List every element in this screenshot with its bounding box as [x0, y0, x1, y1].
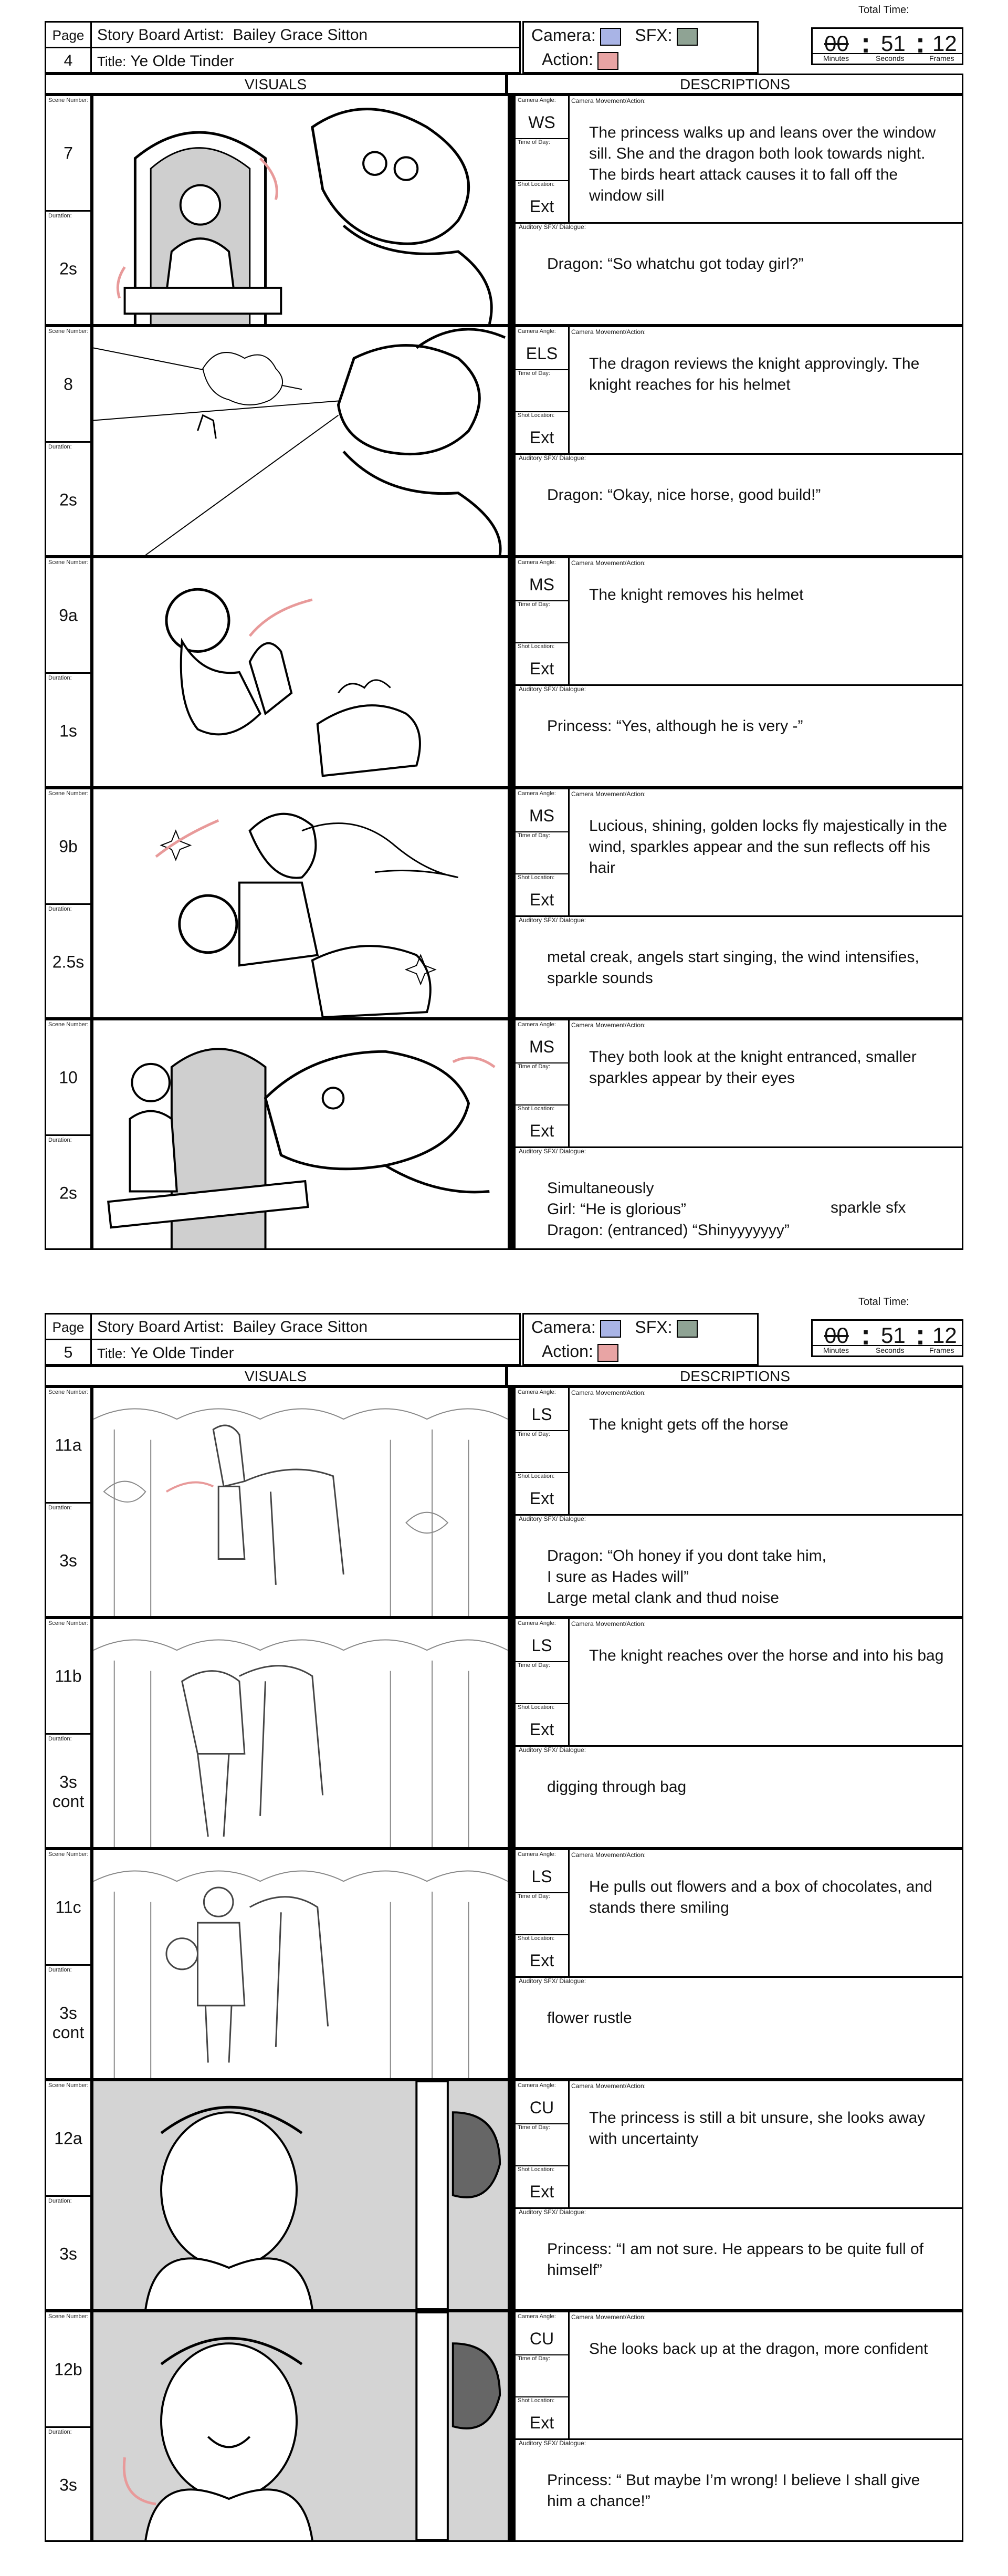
storyboard-title: Ye Olde Tinder: [130, 1344, 234, 1362]
panel-meta: Scene Number: 11c Duration: 3s cont: [45, 1849, 92, 2080]
shot-location: Ext: [529, 1951, 554, 1970]
dialogue-text: Dragon: “Okay, nice horse, good build!”: [547, 486, 821, 504]
artist-name: Bailey Grace Sitton: [233, 26, 368, 44]
panel-description: Camera Angle: LS Time of Day: Shot Location: Ext Camera Movement/Action: The knight reaches over the horse and into his bag Auditory SFX/ Dialogue: digging through bag: [509, 1618, 963, 1849]
storyboard-panel: [45, 1618, 963, 1849]
panel-sketch: [92, 95, 509, 326]
visuals-header: VISUALS: [45, 74, 507, 95]
scene-number: 11a: [55, 1435, 82, 1454]
sketch-drawing: [93, 558, 508, 786]
camera-angle: ELS: [526, 344, 558, 363]
camera-angle: CU: [529, 2098, 554, 2117]
panel-sketch: [92, 1849, 509, 2080]
storyboard-panel: [45, 2080, 963, 2311]
scene-number: 8: [64, 374, 73, 393]
camera-swatch: [600, 1320, 621, 1338]
dialogue-text: flower rustle: [547, 2009, 632, 2027]
action-description: The knight gets off the horse: [589, 1416, 789, 1433]
minutes-value: 00: [824, 31, 849, 56]
action-description: The knight removes his helmet: [589, 586, 804, 603]
duration-value: 2s: [59, 259, 77, 278]
camera-angle: MS: [529, 1037, 554, 1056]
duration-value: 2s: [59, 490, 77, 509]
descriptions-header: DESCRIPTIONS: [507, 1365, 963, 1386]
dialogue-text: Princess: “Yes, although he is very -”: [547, 717, 803, 735]
sfx-swatch: [677, 1320, 698, 1338]
shot-location: Ext: [529, 890, 554, 909]
sfx-note: sparkle sfx: [831, 1199, 906, 1216]
panel-meta: Scene Number: 7 Duration: 2s: [45, 95, 92, 326]
storyboard-panel: [45, 2311, 963, 2542]
duration-value: 3s: [59, 2244, 77, 2263]
sfx-swatch: [677, 28, 698, 46]
dialogue-text: Princess: “I am not sure. He appears to be quite full of himself”: [547, 2240, 924, 2279]
shot-location: Ext: [529, 428, 554, 447]
artist-field: Story Board Artist: Bailey Grace Sitton: [90, 21, 521, 48]
total-time-label: Total Time:: [858, 4, 909, 16]
camera-angle: WS: [528, 113, 555, 132]
shot-location: Ext: [529, 659, 554, 678]
action-description: He pulls out flowers and a box of chocolates, and stands there smiling: [589, 1878, 932, 1916]
sketch-drawing: [93, 789, 508, 1017]
sketch-drawing: [93, 1388, 508, 1616]
action-description: They both look at the knight entranced, smaller sparkles appear by their eyes: [589, 1048, 917, 1087]
panel-description: Camera Angle: CU Time of Day: Shot Location: Ext Camera Movement/Action: She looks back up at the dragon, more confident Auditory SFX/ Dialogue: Princess: “ But maybe I’m wrong! I believe I shall give him a chance!”: [509, 2311, 963, 2542]
sketch-drawing: [93, 2081, 508, 2309]
shot-location: Ext: [529, 1720, 554, 1739]
panel-description: Camera Angle: WS Time of Day: Shot Location: Ext Camera Movement/Action: The princess walks up and leans over the window sill. She and the dragon both look towards night. The birds heart attack causes it to fall off the window sill Auditory SFX/ Dialogue: Dragon: “So whatchu got today girl?”: [509, 95, 963, 326]
camera-angle: LS: [531, 1636, 552, 1655]
sketch-drawing: [93, 1619, 508, 1847]
panel-sketch: [92, 326, 509, 557]
shot-location: Ext: [529, 2413, 554, 2432]
storyboard-panel: [45, 1849, 963, 2080]
action-description: The dragon reviews the knight approvingly. The knight reaches for his helmet: [589, 355, 920, 393]
panel-meta: Scene Number: 8 Duration: 2s: [45, 326, 92, 557]
scene-number: 10: [59, 1068, 78, 1087]
panel-description: Camera Angle: LS Time of Day: Shot Location: Ext Camera Movement/Action: The knight gets off the horse Auditory SFX/ Dialogue: Dragon: “Oh honey if you dont take him, I sure as Hades will” Large metal clank and thud noise: [509, 1386, 963, 1618]
scene-number: 9a: [59, 606, 78, 624]
sketch-drawing: [93, 327, 508, 555]
shot-location: Ext: [529, 1489, 554, 1508]
camera-angle: MS: [529, 575, 554, 594]
sketch-drawing: [93, 96, 508, 324]
sketch-drawing: [93, 2312, 508, 2540]
panel-description: Camera Angle: CU Time of Day: Shot Location: Ext Camera Movement/Action: The princess is still a bit unsure, she looks away with uncertainty Auditory SFX/ Dialogue: Princess: “I am not sure. He appears to be quite full of himself”: [509, 2080, 963, 2311]
seconds-value: 51: [881, 31, 906, 56]
storyboard-panel: [45, 1019, 963, 1250]
storyboard-panel: [45, 326, 963, 557]
camera-angle: LS: [531, 1405, 552, 1424]
total-time-display: 00 : 51 : 12 Minutes Seconds Frames: [811, 27, 963, 65]
minutes-value: 00: [824, 1323, 849, 1348]
panel-sketch: [92, 2080, 509, 2311]
duration-value: 1s: [59, 721, 77, 740]
color-legend: Camera: SFX: Action:: [522, 1313, 759, 1365]
camera-angle: MS: [529, 806, 554, 825]
frames-value: 12: [932, 31, 957, 56]
storyboard-panel: [45, 557, 963, 788]
action-description: The knight reaches over the horse and into his bag: [589, 1647, 944, 1664]
panel-description: Camera Angle: ELS Time of Day: Shot Location: Ext Camera Movement/Action: The dragon reviews the knight approvingly. The knight reaches for his helmet Auditory SFX/ Dialogue: Dragon: “Okay, nice horse, good build!”: [509, 326, 963, 557]
duration-value: 3s: [59, 2475, 77, 2494]
artist-name: Bailey Grace Sitton: [233, 1318, 368, 1336]
storyboard-panel: [45, 788, 963, 1019]
shot-location: Ext: [529, 197, 554, 216]
frames-value: 12: [932, 1323, 957, 1348]
shot-location: Ext: [529, 2182, 554, 2201]
sketch-drawing: [93, 1020, 508, 1248]
camera-swatch: [600, 28, 621, 46]
page-header: [45, 4, 963, 74]
scene-number: 12b: [54, 2360, 82, 2379]
page-label: Page: [45, 21, 92, 48]
total-time-label: Total Time:: [858, 1296, 909, 1308]
seconds-value: 51: [881, 1323, 906, 1348]
scene-number: 11c: [55, 1897, 81, 1916]
page-number: 4: [45, 47, 92, 74]
dialogue-text: Simultaneously Girl: “He is glorious” Dragon: (entranced) “Shinyyyyyyy”: [547, 1180, 790, 1239]
camera-angle: LS: [531, 1867, 552, 1886]
storyboard-panel: [45, 1386, 963, 1618]
page-number: 5: [45, 1339, 92, 1365]
dialogue-text: Princess: “ But maybe I’m wrong! I believe I shall give him a chance!”: [547, 2471, 920, 2510]
panel-description: Camera Angle: MS Time of Day: Shot Location: Ext Camera Movement/Action: Lucious, shining, golden locks fly majestically in the wind, sparkles appear and the sun reflects off his hair Auditory SFX/ Dialogue: metal creak, angels start singing, the wind intensifies, sparkle sounds: [509, 788, 963, 1019]
camera-angle: CU: [529, 2329, 554, 2348]
panel-sketch: [92, 2311, 509, 2542]
duration-value: 2.5s: [52, 952, 85, 971]
panel-sketch: [92, 788, 509, 1019]
panel-meta: Scene Number: 11b Duration: 3s cont: [45, 1618, 92, 1849]
panel-sketch: [92, 557, 509, 788]
duration-value: 3s cont: [52, 1772, 85, 1811]
storyboard-title: Ye Olde Tinder: [130, 53, 234, 70]
panel-meta: Scene Number: 9b Duration: 2.5s: [45, 788, 92, 1019]
action-description: Lucious, shining, golden locks fly majestically in the wind, sparkles appear and the sun reflects off his hair: [589, 817, 948, 877]
action-description: The princess is still a bit unsure, she looks away with uncertainty: [589, 2109, 926, 2147]
duration-value: 2s: [59, 1183, 77, 1202]
action-description: She looks back up at the dragon, more confident: [589, 2340, 928, 2358]
total-time-display: 00 : 51 : 12 Minutes Seconds Frames: [811, 1319, 963, 1357]
duration-value: 3s: [59, 1551, 77, 1570]
panel-description: Camera Angle: LS Time of Day: Shot Location: Ext Camera Movement/Action: He pulls out flowers and a box of chocolates, and stands there smiling Auditory SFX/ Dialogue: flower rustle: [509, 1849, 963, 2080]
panel-sketch: [92, 1019, 509, 1250]
panel-sketch: [92, 1618, 509, 1849]
shot-location: Ext: [529, 1121, 554, 1140]
scene-number: 11b: [55, 1666, 82, 1685]
visuals-header: VISUALS: [45, 1365, 507, 1386]
dialogue-text: Dragon: “So whatchu got today girl?”: [547, 255, 804, 273]
color-legend: Camera: SFX: Action:: [522, 21, 759, 74]
panel-meta: Scene Number: 12a Duration: 3s: [45, 2080, 92, 2311]
dialogue-text: metal creak, angels start singing, the wind intensifies, sparkle sounds: [547, 948, 919, 987]
title-field: Title: Ye Olde Tinder: [90, 47, 521, 74]
scene-number: 9b: [59, 837, 78, 856]
title-field: Title: Ye Olde Tinder: [90, 1339, 521, 1365]
descriptions-header: DESCRIPTIONS: [507, 74, 963, 95]
panel-sketch: [92, 1386, 509, 1618]
panel-meta: Scene Number: 11a Duration: 3s: [45, 1386, 92, 1618]
panel-meta: Scene Number: 10 Duration: 2s: [45, 1019, 92, 1250]
panel-description: Camera Angle: MS Time of Day: Shot Location: Ext Camera Movement/Action: The knight removes his helmet Auditory SFX/ Dialogue: Princess: “Yes, although he is very -”: [509, 557, 963, 788]
action-description: The princess walks up and leans over the window sill. She and the dragon both look towards night. The birds heart attack causes it to fall off the window sill: [589, 124, 936, 204]
storyboard-panel: [45, 95, 963, 326]
panel-description: Camera Angle: MS Time of Day: Shot Location: Ext Camera Movement/Action: They both look at the knight entranced, smaller sparkles appear by their eyes Auditory SFX/ Dialogue: Simultaneously Girl: “He is glorious” Dragon: (entranced) “Shinyyyyyyy” sparkle sfx: [509, 1019, 963, 1250]
action-swatch: [597, 52, 618, 70]
dialogue-text: Dragon: “Oh honey if you dont take him, I sure as Hades will” Large metal clank and thud noise: [547, 1547, 826, 1607]
panel-meta: Scene Number: 12b Duration: 3s: [45, 2311, 92, 2542]
dialogue-text: digging through bag: [547, 1778, 687, 1796]
panel-meta: Scene Number: 9a Duration: 1s: [45, 557, 92, 788]
duration-value: 3s cont: [52, 2003, 85, 2042]
page-header: [45, 1296, 963, 1365]
sketch-drawing: [93, 1850, 508, 2078]
scene-number: 7: [64, 143, 73, 162]
page-label: Page: [45, 1313, 92, 1340]
artist-field: Story Board Artist: Bailey Grace Sitton: [90, 1313, 521, 1340]
action-swatch: [597, 1344, 618, 1362]
scene-number: 12a: [54, 2129, 82, 2147]
